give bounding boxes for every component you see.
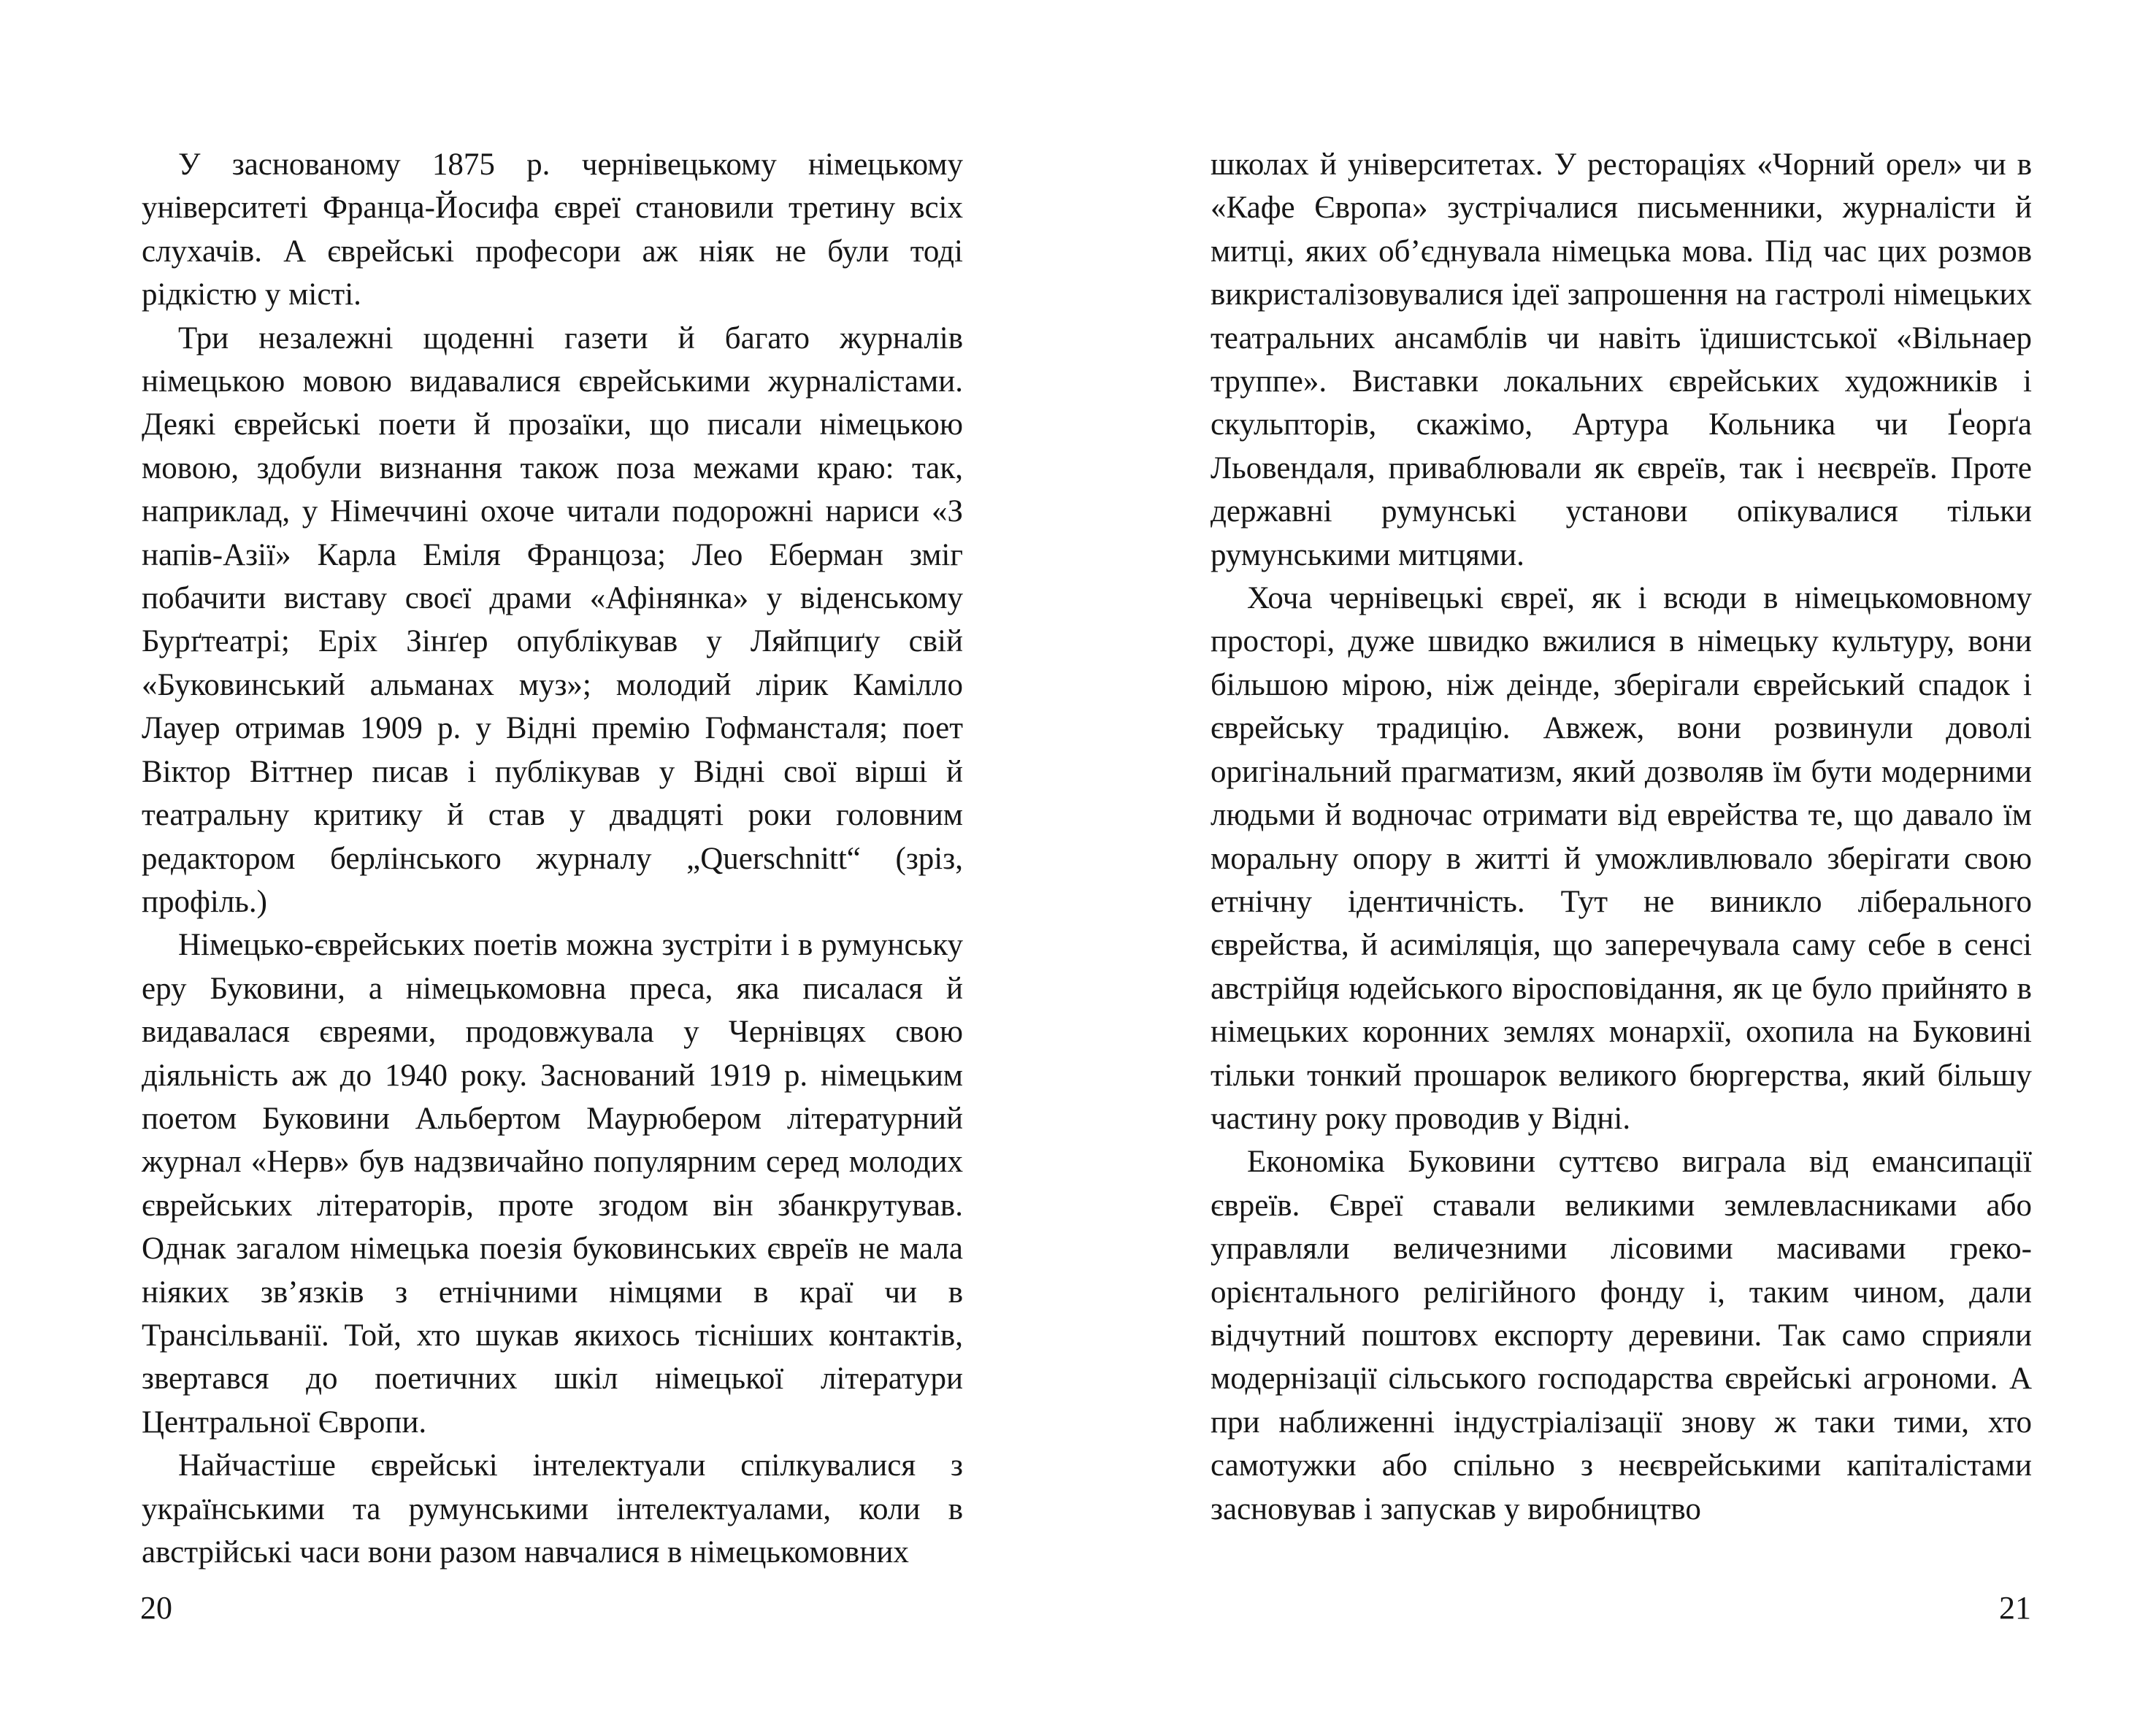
page-number-right: 21 [1999, 1590, 2031, 1626]
right-page [1078, 0, 2156, 1725]
left-page-text [142, 143, 963, 1574]
paragraph: Економіка Буковини суттєво виграла від емансипації євреїв. Євреї ставали великими землевласниками або управляли величезними лісовими масивами греко-орієнтального релігійного фонду і, таким чином, дали відчутний поштовх експорту деревини. Так само сприяли модернізації сільського господарства єврейські агрономи. А при наближенні індустріалізації знову ж таки тими, хто самотужки або спільно з неєврейськими капіталістами засновував і запускав у виробництво [1211, 1145, 2032, 1526]
right-page-text [1211, 143, 2032, 1531]
paragraph: Найчастіше єврейські інтелектуали спілкувалися з українськими та румунськими інтелектуалами, коли в австрійські часи вони разом навчалися в німецькомовних [142, 1448, 963, 1570]
paragraph: Три незалежні щоденні газети й багато журналів німецькою мовою видавалися єврейськими журналістами. Деякі єврейські поети й прозаїки, що писали німецькою мовою, здобули визнання також поза межами краю: так, наприклад, у Німеччині охоче читали подорожні нариси «З напів-Азії» Карла Еміля Францоза; Лео Еберман зміг побачити виставу своєї драми «Афінянка» у віденському Бурґтеатрі; Еріх Зінґер опублікував у Ляйпциґу свій «Буковинський альманах муз»; молодий лірик Камілло Лауер отримав 1909 р. у Відні премію Гофмансталя; поет Віктор Віттнер писав і публікував у Відні свої вірші й театральну критику й став у двадцяті роки головним редактором берлінського журналу „Querschnitt“ (зріз, профіль.) [142, 320, 963, 919]
paragraph: У заснованому 1875 р. чернівецькому німецькому університеті Франца-Йосифа євреї становили третину всіх слухачів. А єврейські професори аж ніяк не були тоді рідкістю у місті. [142, 147, 963, 312]
page-number-left: 20 [140, 1590, 172, 1626]
paragraph: Хоча чернівецькі євреї, як і всюди в німецькомовному просторі, дуже швидко вжилися в німецьку культуру, вони більшою мірою, ніж деінде, зберігали єврейський спадок і єврейську традицію. Авжеж, вони розвинули доволі оригінальний прагматизм, який дозволяв їм бути модерними людьми й водночас отримати від еврейства те, що давало їм моральну опору в житті й уможливлювало зберігати свою етнічну ідентичність. Тут не виникло ліберального єврейства, й асиміляція, що заперечувала саму себе в сенсі австрійця юдейського віросповідання, як це було прийнято в німецьких коронних землях монархії, охопила на Буковині тільки тонкий прошарок великого бюргерства, який більшу частину року проводив у Відні. [1211, 581, 2032, 1136]
paragraph: Німецько-єврейських поетів можна зустріти і в румунську еру Буковини, а німецькомовна преса, яка писалася й видавалася євреями, продовжувала у Чернівцях свою діяльність аж до 1940 року. Заснований 1919 р. німецьким поетом Буковини Альбертом Маурюбером літературний журнал «Нерв» був надзвичайно популярним серед молодих єврейських літераторів, проте згодом він збанкрутував. Однак загалом німецька поезія буковинських євреїв не мала ніяких зв’язків з етнічними німцями в краї чи в Трансільванії. Той, хто шукав якихось тісніших контактів, звертався до поетичних шкіл німецької літератури Центральної Європи. [142, 928, 963, 1440]
paragraph: школах й університетах. У рестораціях «Чорний орел» чи в «Кафе Європа» зустрічалися письменники, журналісти й митці, яких об’єднувала німецька мова. Під час цих розмов викристалізовувалися ідеї запрошення на гастролі німецьких театральних ансамблів чи навіть їдишистської «Вільнаер труппе». Виставки локальних єврейських художників і скульпторів, скажімо, Артура Кольника чи Ґеорґа Льовендаля, приваблювали як євреїв, так і неєвреїв. Проте державні румунські установи опікувалися тільки румунськими митцями. [1211, 147, 2032, 572]
